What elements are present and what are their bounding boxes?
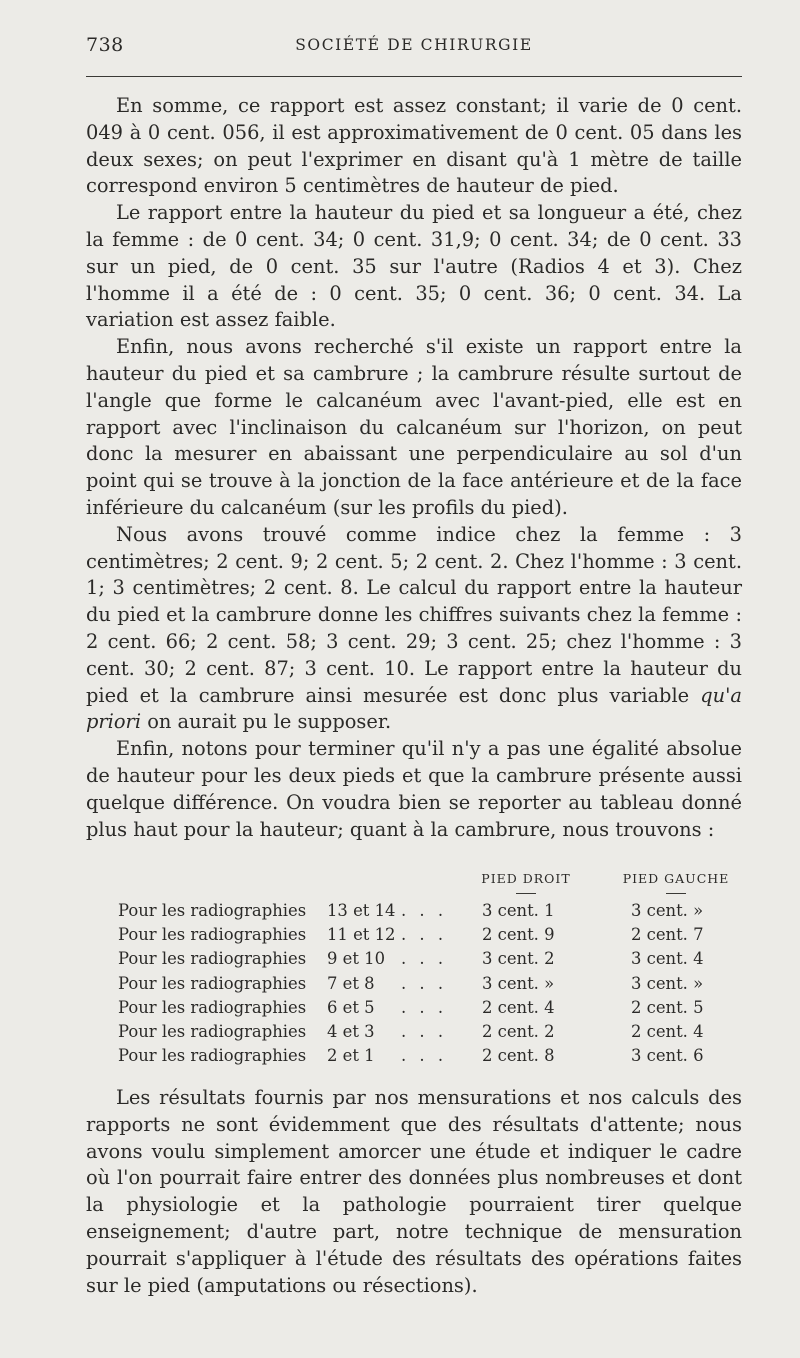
page-number: 738 <box>86 34 124 56</box>
header-rule <box>86 76 742 77</box>
row-radiograph-numbers: 11 et 12 <box>327 925 396 945</box>
paragraph: Enfin, notons pour terminer qu'il n'y a pas une égalité absolue de hauteur pour les deux pieds et que la cambrure présente aussi quelque différence. On voudra bien se reporter au tableau donné plus haut pour la hauteur; quant à la cambrure, nous trouvons : <box>86 737 742 841</box>
table-header <box>86 866 742 900</box>
pied-gauche-value: 3 cent. » <box>631 901 704 920</box>
paragraph-tail: on aurait pu le supposer. <box>141 710 392 734</box>
row-radiograph-numbers: 7 et 8 <box>327 973 375 993</box>
row-label: Pour les radiographies <box>118 1046 307 1066</box>
row-label: Pour les radiographies <box>118 973 307 993</box>
pied-gauche-value: 2 cent. 5 <box>631 997 704 1017</box>
pied-gauche-value: 2 cent. 4 <box>631 1021 704 1041</box>
pied-droit-value: 2 cent. 4 <box>482 997 555 1017</box>
pied-gauche-value: 3 cent. » <box>631 973 704 993</box>
row-label: Pour les radiographies <box>118 997 307 1017</box>
row-radiograph-numbers: 9 et 10 <box>327 949 385 969</box>
pied-droit-value: 2 cent. 9 <box>482 925 555 945</box>
table-row <box>86 1046 742 1070</box>
pied-droit-value: 3 cent. 2 <box>482 949 555 969</box>
journal-title: SOCIÉTÉ DE CHIRURGIE <box>295 36 533 54</box>
pied-droit-value: 3 cent. » <box>482 973 555 993</box>
measurement-table <box>86 866 742 1066</box>
paragraph <box>86 522 742 736</box>
leader-dots: . . . <box>401 997 448 1017</box>
row-radiograph-numbers: 6 et 5 <box>327 997 375 1017</box>
leader-dots: . . . <box>401 1021 448 1041</box>
header-dash <box>666 893 686 894</box>
leader-dots: . . . <box>401 949 448 969</box>
row-label: Pour les radiographies <box>118 1021 307 1041</box>
pied-droit-value: 2 cent. 8 <box>482 1046 555 1066</box>
pied-gauche-value: 3 cent. 4 <box>631 949 704 969</box>
table-row <box>86 998 742 1022</box>
italic-phrase: qu'a priori <box>86 683 742 734</box>
row-radiograph-numbers: 4 et 3 <box>327 1021 375 1041</box>
body-text-bottom <box>86 1085 742 1299</box>
leader-dots: . . . <box>401 973 448 993</box>
leader-dots: . . . <box>401 1046 448 1066</box>
paragraph: Les résultats fournis par nos mensurations et nos calculs des rapports ne sont évidemment que des résultats d'attente; nous avons voulu simplement amorcer une étude et indiquer le cadre où l'on pourrait faire entrer des données plus nombreuses et dont la physiologie et la pathologie pourraient tirer quelque enseignement; d'autre part, notre technique de mensuration pourrait s'appliquer à l'étude des résultats des opérations faites sur le pied (amputations ou résections). <box>86 1086 742 1297</box>
paragraph-text: Nous avons trouvé comme indice chez la femme : 3 centimètres; 2 cent. 9; 2 cent. 5; 2 cent. 2. Chez l'homme : 3 cent. 1; 3 centimètres; 2 cent. 8. Le calcul du rapport entre la hauteur du pied et la cambrure donne les chiffres suivants chez la femme : 2 cent. 66; 2 cent. 58; 3 cent. 29; 3 cent. 25; chez l'homme : 3 cent. 30; 2 cent. 87; 3 cent. 10. Le rapport entre la hauteur du pied et la cambrure ainsi mesurée est donc plus variable <box>86 522 742 707</box>
row-label: Pour les radiographies <box>118 901 307 920</box>
table-rows <box>86 901 742 1070</box>
paragraph: Enfin, nous avons recherché s'il existe un rapport entre la hauteur du pied et sa cambrure ; la cambrure résulte surtout de l'angle que forme le calcanéum avec l'avant-pied, elle est en rapport avec l'inclinaison du calcanéum sur l'horizon, on peut donc la mesurer en abaissant une perpendiculaire au sol d'un point qui se trouve à la jonction de la face antérieure et de la face inférieure du calcanéum (sur les profils du pied). <box>86 335 742 519</box>
table-row <box>86 1022 742 1046</box>
table-row <box>86 974 742 998</box>
row-label: Pour les radiographies <box>118 925 307 945</box>
pied-gauche-value: 3 cent. 6 <box>631 1046 704 1066</box>
header-dash <box>516 893 536 894</box>
pied-gauche-value: 2 cent. 7 <box>631 925 704 945</box>
body-text-top <box>86 93 742 843</box>
paragraph: En somme, ce rapport est assez constant; il varie de 0 cent. 049 à 0 cent. 056, il est approximativement de 0 cent. 05 dans les deux sexes; on peut l'exprimer en disant qu'à 1 mètre de taille correspond environ 5 centimètres de hauteur de pied. <box>86 94 742 198</box>
column-header-pied-gauche: PIED GAUCHE <box>622 871 730 886</box>
table-row <box>86 925 742 949</box>
table-row <box>86 901 742 925</box>
pied-droit-value: 2 cent. 2 <box>482 1021 555 1041</box>
pied-droit-value: 3 cent. 1 <box>482 901 555 920</box>
column-header-pied-droit: PIED DROIT <box>481 871 571 886</box>
row-radiograph-numbers: 2 et 1 <box>327 1046 375 1066</box>
running-head <box>86 34 742 60</box>
row-label: Pour les radiographies <box>118 949 307 969</box>
paragraph: Le rapport entre la hauteur du pied et sa longueur a été, chez la femme : de 0 cent. 34; 0 cent. 31,9; 0 cent. 34; de 0 cent. 33 sur un pied, de 0 cent. 35 sur l'autre (Radios 4 et 3). Chez l'homme il a été de : 0 cent. 35; 0 cent. 36; 0 cent. 34. La variation est assez faible. <box>86 201 742 332</box>
row-radiograph-numbers: 13 et 14 <box>327 901 396 920</box>
table-row <box>86 949 742 973</box>
leader-dots: . . . <box>401 925 448 945</box>
leader-dots: . . . <box>401 901 448 920</box>
